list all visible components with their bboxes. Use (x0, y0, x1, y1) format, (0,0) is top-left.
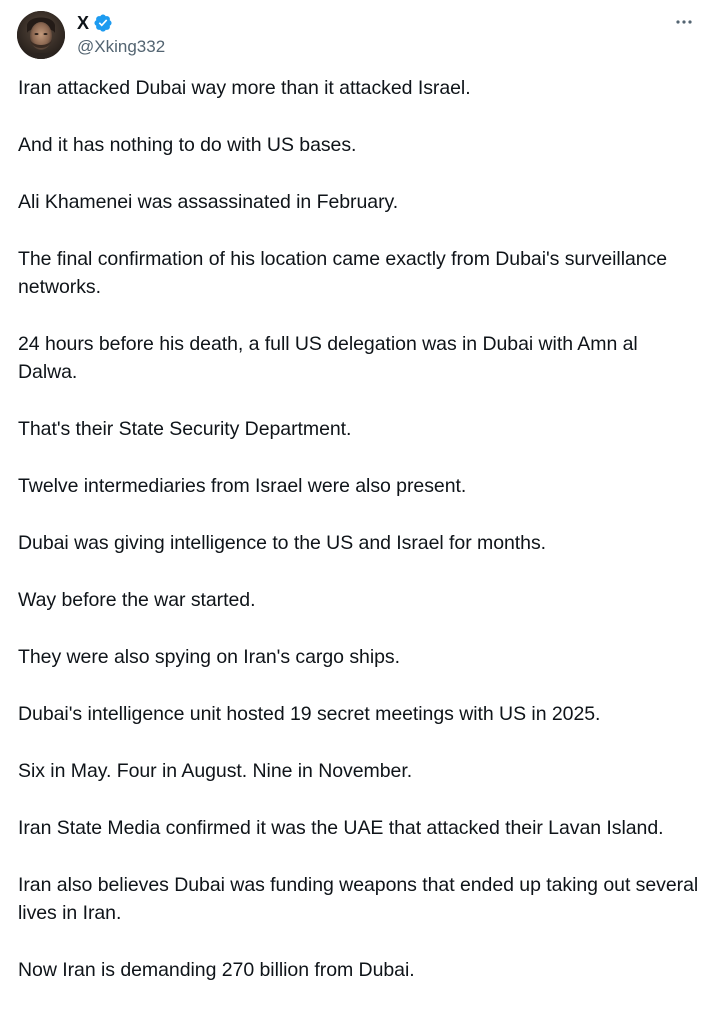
tweet-paragraph: That's their State Security Department. (18, 418, 352, 440)
tweet-paragraph: Way before the war started. (18, 589, 256, 611)
author-names (77, 12, 165, 58)
tweet-paragraph: Iran also believes Dubai was funding weapons that ended up taking out several lives in Iran. (18, 874, 704, 924)
tweet-text (18, 74, 704, 1013)
tweet-paragraph: Dubai's intelligence unit hosted 19 secret meetings with US in 2025. (18, 703, 601, 725)
tweet-paragraph: They were also spying on Iran's cargo ships. (18, 646, 400, 668)
verified-badge-icon (93, 13, 113, 33)
tweet-paragraph: Twelve intermediaries from Israel were also present. (18, 475, 467, 497)
user-avatar-photo (17, 11, 65, 59)
tweet-paragraph: And it has nothing to do with US bases. (18, 134, 357, 156)
tweet-paragraph: Iran State Media confirmed it was the UAE that attacked their Lavan Island. (18, 817, 664, 839)
more-options-button[interactable] (674, 12, 694, 32)
tweet-header (17, 10, 165, 60)
tweet-paragraph: Six in May. Four in August. Nine in November. (18, 760, 413, 782)
display-name-row (77, 12, 165, 34)
tweet-paragraph: Now Iran is demanding 270 billion from Dubai. (18, 959, 415, 981)
display-name[interactable]: X (77, 13, 90, 33)
author-handle[interactable]: @Xking332 (77, 37, 166, 56)
tweet-paragraph: Ali Khamenei was assassinated in February. (18, 191, 399, 213)
tweet-paragraph: The final confirmation of his location came exactly from Dubai's surveillance networks. (18, 248, 673, 298)
tweet-paragraph: Iran attacked Dubai way more than it attacked Israel. (18, 77, 471, 99)
more-horizontal-icon (674, 12, 694, 32)
tweet-paragraph: 24 hours before his death, a full US delegation was in Dubai with Amn al Dalwa. (18, 333, 644, 383)
tweet-paragraph: Dubai was giving intelligence to the US and Israel for months. (18, 532, 547, 554)
avatar[interactable] (17, 11, 65, 59)
